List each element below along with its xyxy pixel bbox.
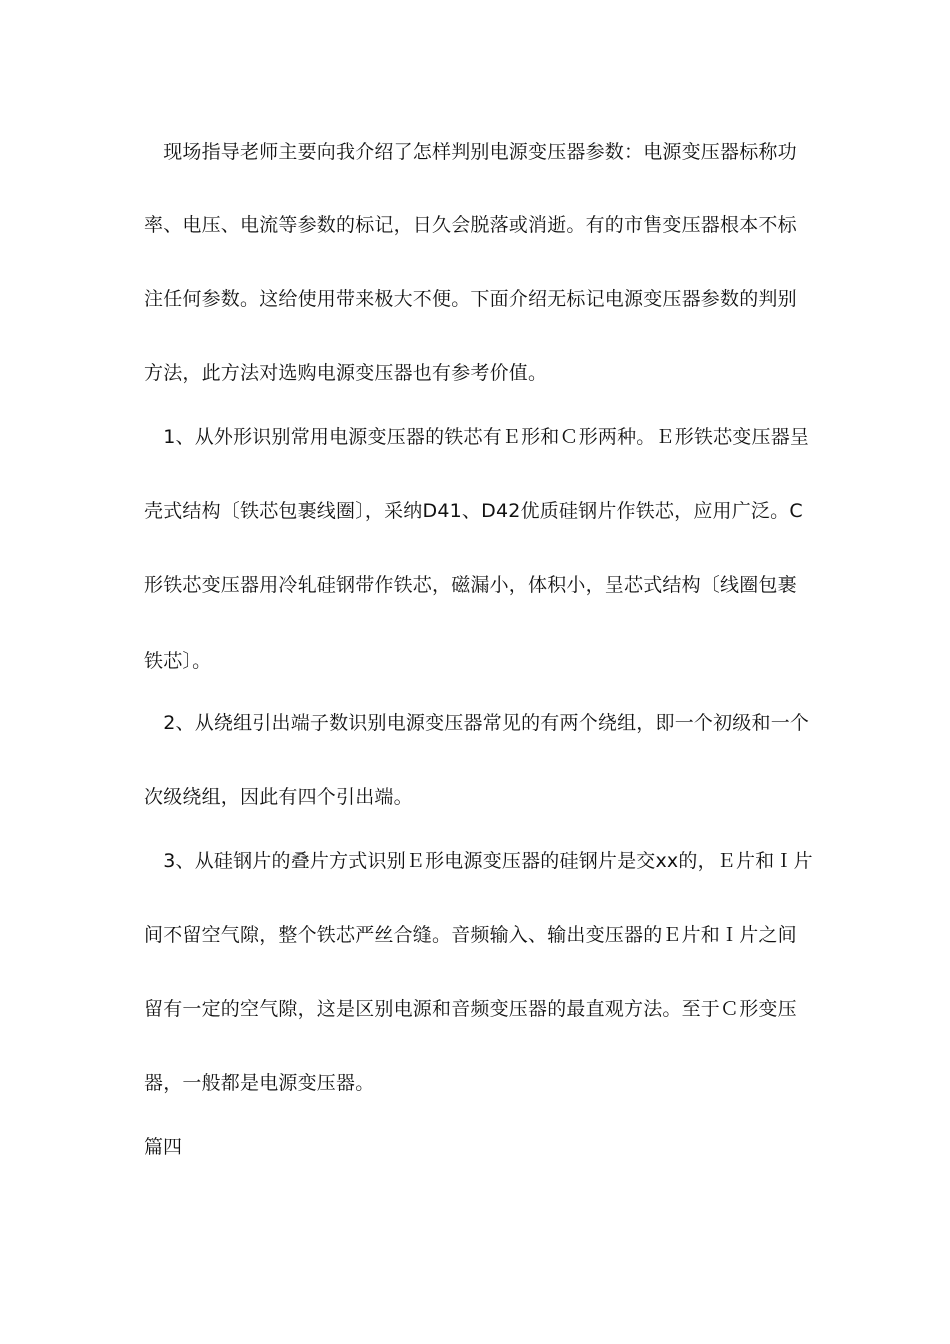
- paragraph-line: 注任何参数。这给使用带来极大不便。下面介绍无标记电源变压器参数的判别: [144, 288, 797, 310]
- paragraph-line: 2、从绕组引出端子数识别电源变压器常见的有两个绕组，即一个初级和一个: [144, 712, 810, 734]
- paragraph-line: 3、从硅钢片的叠片方式识别Ｅ形电源变压器的硅钢片是交xx的，Ｅ片和Ｉ片: [144, 850, 813, 872]
- paragraph-line: 间不留空气隙，整个铁芯严丝合缝。音频输入、输出变压器的Ｅ片和Ｉ片之间: [144, 924, 797, 946]
- paragraph-line: 率、电压、电流等参数的标记，日久会脱落或消逝。有的市售变压器根本不标: [144, 214, 797, 236]
- paragraph-line: 现场指导老师主要向我介绍了怎样判别电源变压器参数：电源变压器标称功: [144, 141, 797, 163]
- paragraph-line: 器，一般都是电源变压器。: [144, 1072, 375, 1094]
- section-heading: 篇四: [144, 1136, 183, 1158]
- paragraph-line: 壳式结构〔铁芯包裹线圈〕，采纳D41、D42优质硅钢片作铁芯，应用广泛。C: [144, 500, 803, 522]
- paragraph-line: 形铁芯变压器用冷轧硅钢带作铁芯，磁漏小，体积小，呈芯式结构〔线圈包裹: [144, 574, 797, 596]
- paragraph-line: 铁芯〕。: [144, 650, 212, 672]
- paragraph-line: 次级绕组，因此有四个引出端。: [144, 786, 413, 808]
- paragraph-line: 方法，此方法对选购电源变压器也有参考价值。: [144, 362, 548, 384]
- paragraph-line: 1、从外形识别常用电源变压器的铁芯有Ｅ形和Ｃ形两种。Ｅ形铁芯变压器呈: [144, 426, 810, 448]
- paragraph-line: 留有一定的空气隙，这是区别电源和音频变压器的最直观方法。至于Ｃ形变压: [144, 998, 797, 1020]
